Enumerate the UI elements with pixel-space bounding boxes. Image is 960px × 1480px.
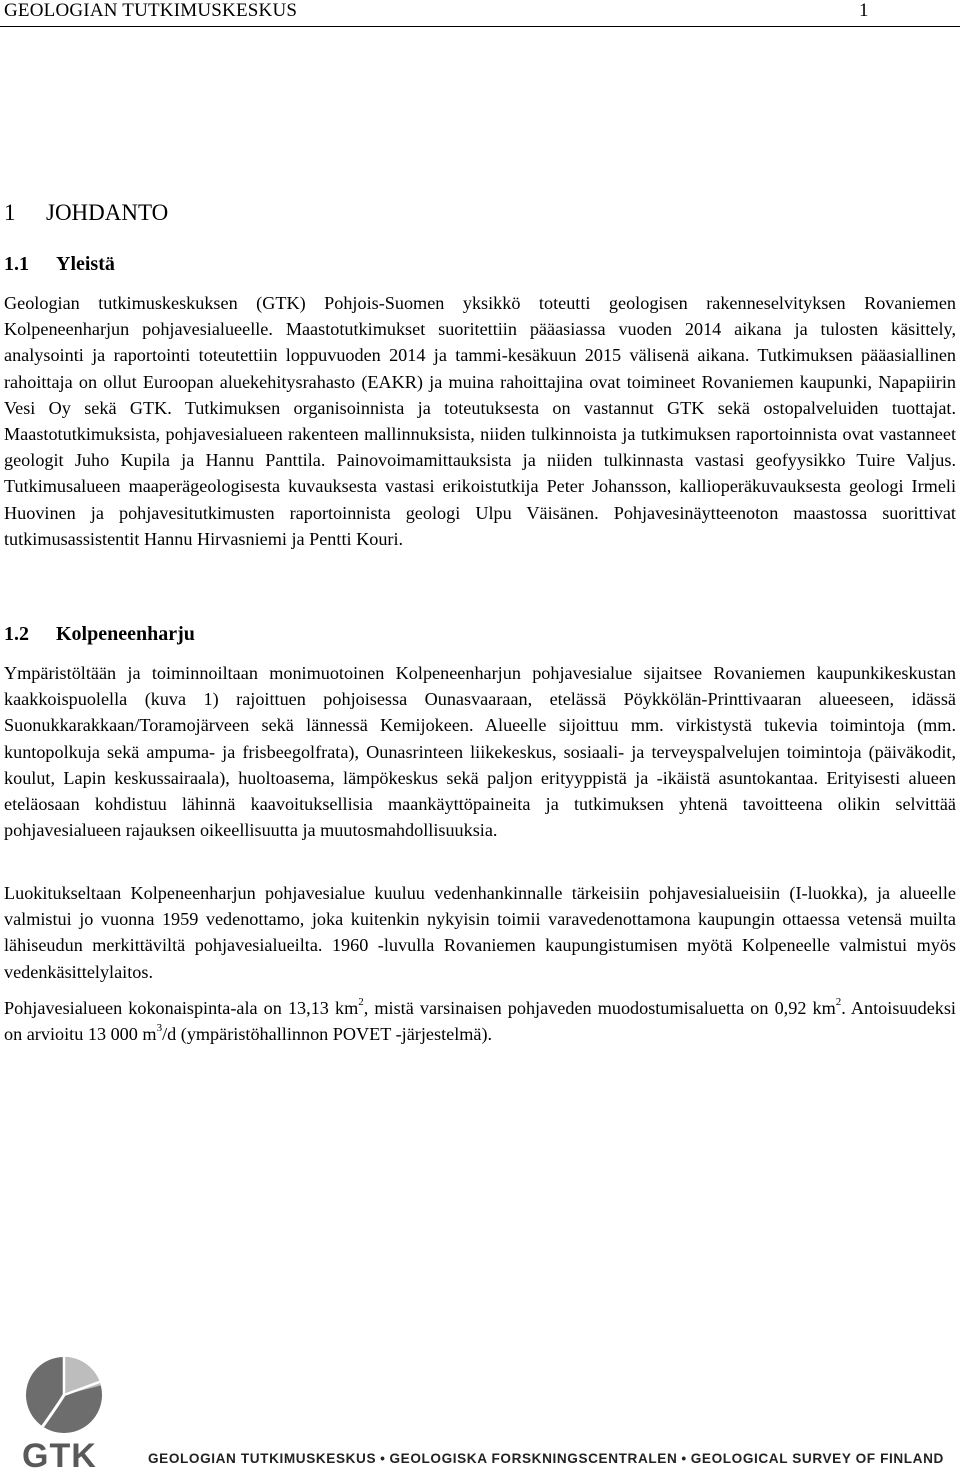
page-header xyxy=(0,0,960,26)
footer-name-sv: GEOLOGISKA FORSKNINGSCENTRALEN xyxy=(389,1451,678,1466)
superscript: 2 xyxy=(358,995,364,1008)
subsection-title: Kolpeneenharju xyxy=(56,623,195,645)
gtk-globe-logo-icon xyxy=(18,1355,110,1435)
section-title: JOHDANTO xyxy=(46,200,169,225)
section-heading-1 xyxy=(4,200,168,226)
footer-separator: • xyxy=(681,1451,687,1466)
footer-organization-names xyxy=(148,1451,944,1466)
footer-name-fi: GEOLOGIAN TUTKIMUSKESKUS xyxy=(148,1451,377,1466)
subsection-heading-1-2 xyxy=(4,623,195,646)
text-run: Pohjavesialueen kokonaispinta-ala on 13,13 km xyxy=(4,998,359,1018)
subsection-number: 1.1 xyxy=(4,253,29,275)
header-title: GEOLOGIAN TUTKIMUSKESKUS xyxy=(4,0,298,21)
superscript: 2 xyxy=(835,995,842,1008)
subsection-number: 1.2 xyxy=(4,623,29,645)
subsection-title: Yleistä xyxy=(56,253,115,275)
paragraph-kolpeneenharju-2: Luokitukseltaan Kolpeneenharjun pohjavesialue kuuluu vedenhankinnalle tärkeisiin pohjavesialueisiin (I-luokka), ja alueelle valmistui jo vuonna 1959 vedenottamo, joka kuitenkin nykyisin toimii varavedenottamona kaupungin ottaessa vetensä muilta lähiseudun merkittäviltä pohjavesialueilta. 1960 -luvulla Rovaniemen kaupungistumisen myötä Kolpeneelle valmistui myös vedenkäsittelylaitos. xyxy=(4,883,956,982)
subsection-heading-1-1 xyxy=(4,253,115,276)
paragraph-yleista: Geologian tutkimuskeskuksen (GTK) Pohjois-Suomen yksikkö toteutti geologisen rakenneselvityksen Rovaniemen Kolpeneenharjun pohjavesialueelle. Maastotutkimukset suoritettiin pääasiassa vuoden 2014 aikana ja tulosten käsittely, analysointi ja raportointi toteutettiin loppuvuoden 2014 ja tammi-kesäkuun 2015 välisenä aikana. Tutkimuksen pääasiallinen rahoittaja on ollut Euroopan aluekehitysrahasto (EAKR) ja muina rahoittajina ovat toimineet Rovaniemen kaupunki, Napapiirin Vesi Oy sekä GTK. Tutkimuksen organisoinnista ja toteutuksesta on vastannut GTK sekä ostopalveluiden tuottajat. Maastotutkimuksista, pohjavesialueen rakenteen mallinnuksista, niiden tulkinnoista ja tutkimuksen raportoinnista ovat vastanneet geologit Juho Kupila ja Hannu Panttila. Painovoimamittauksista ja niiden tulkinnasta vastasi geofyysikko Tuire Valjus. Tutkimusalueen maaperägeologisesta kuvauksesta vastasi erikoistutkija Peter Johansson, kallioperäkuvauksesta geologi Irmeli Huovinen ja pohjavesitutkimusten raportoinnista geologi Ulpu Väisänen. Pohjavesinäytteenoton maastossa suorittivat tutkimusassistentit Hannu Hirvasniemi ja Pentti Kouri. xyxy=(4,293,956,549)
paragraph-kolpeneenharju-1: Ympäristöltään ja toiminnoiltaan monimuotoinen Kolpeneenharjun pohjavesialue sijaitsee Rovaniemen kaupunkikeskustan kaakkoispuolella (kuva 1) rajoittuen pohjoisessa Ounasvaaraan, etelässä Pöykkölän-Printtivaaran alueeseen, idässä Suonukkarakkaan/Toramojärveen sekä lännessä Kemijokeen. Alueelle sijoittuu mm. virkistystä tukevia toimintoja (mm. kuntopolkuja sekä ampuma- ja frisbeegolfrata), Ounasrinteen liikekeskus, sosiaali- ja terveyspalvelujen toimintoja (päiväkodit, koulut, Lapin keskussairaala), huoltoasema, lämpökeskus sekä paljon erityyppistä ja -ikäistä asuntokantaa. Erityisesti alueen eteläosaan kohdistuu lähinnä kaavoituksellisia maankäyttöpaineita ja tutkimuksen yhtenä tavoitteena olikin selvittää pohjavesialueen rajauksen oikeellisuutta ja muutosmahdollisuuksia. xyxy=(4,663,956,841)
gtk-logo-text: GTK xyxy=(22,1437,97,1475)
footer-name-en: GEOLOGICAL SURVEY OF FINLAND xyxy=(690,1451,944,1466)
text-run: . Antoisuudeksi on arvioitu 13 000 m xyxy=(4,998,956,1045)
page-number: 1 xyxy=(859,0,869,21)
page-footer xyxy=(0,1355,960,1480)
footer-separator: • xyxy=(380,1451,386,1466)
text-run: /d (ympäristöhallinnon POVET -järjestelmä). xyxy=(162,1024,493,1045)
header-rule xyxy=(0,26,960,27)
section-number: 1 xyxy=(4,200,16,225)
paragraph-kolpeneenharju-3 xyxy=(4,995,956,1047)
superscript: 3 xyxy=(156,1022,163,1035)
text-run: , mistä varsinaisen pohjaveden muodostumisaluetta on 0,92 km xyxy=(363,998,836,1018)
